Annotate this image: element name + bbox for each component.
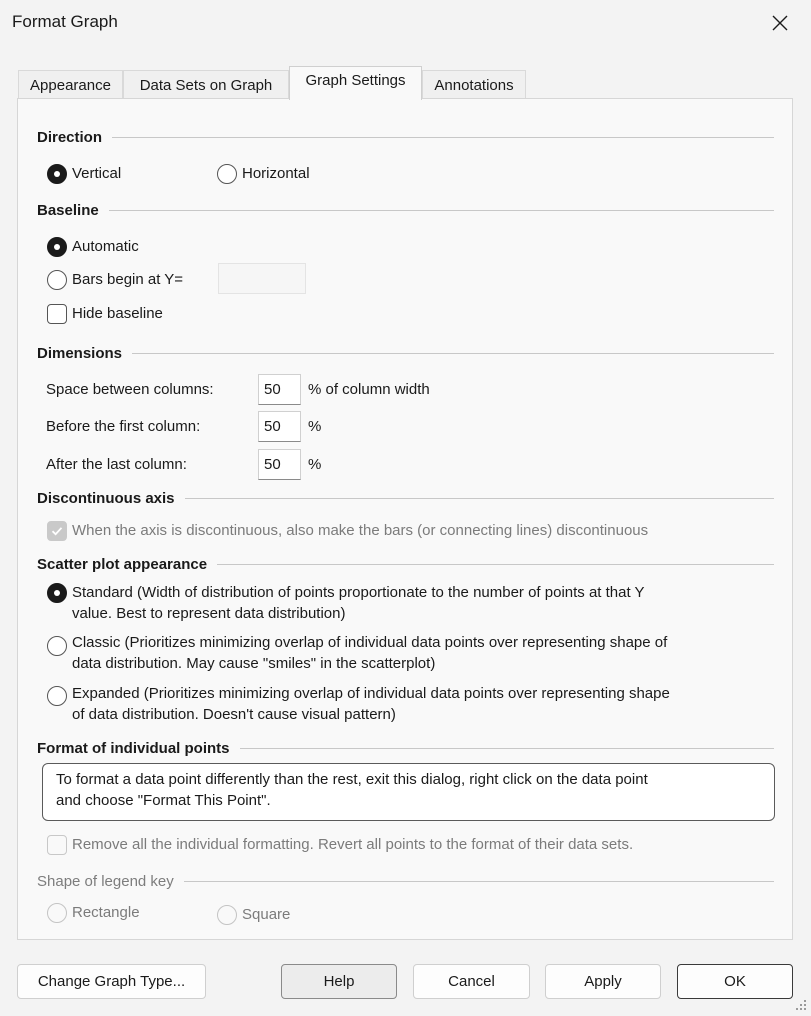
classic-label [72,632,667,674]
square-label: Square [242,906,291,923]
discontinuous-checkbox[interactable] [47,521,67,541]
direction-section [37,127,774,147]
checkmark-icon [50,524,64,538]
before-first-unit: % [308,418,322,435]
discontinuous-section [37,488,774,508]
remove-formatting-checkbox[interactable] [47,835,67,855]
dimensions-section [37,343,774,363]
dimensions-header: Dimensions [37,344,123,362]
divider [112,137,774,138]
individual-info-line1: To format a data point differently than the rest, exit this dialog, right click on the data point [56,771,648,788]
expanded-label-line1: Expanded (Prioritizes minimizing overlap of individual data points over representing shape [72,685,670,702]
before-first-input[interactable]: 50 [258,411,301,442]
tab-data-sets-on-graph[interactable]: Data Sets on Graph [123,70,289,99]
cancel-button[interactable]: Cancel [413,964,530,999]
standard-label-line2: value. Best to represent data distribution) [72,605,346,622]
bars-begin-input[interactable] [218,263,306,294]
vertical-label: Vertical [72,165,122,182]
hide-baseline-label: Hide baseline [72,305,163,322]
bars-begin-label: Bars begin at Y= [72,271,184,288]
individual-section [37,738,774,758]
title-bar [0,0,811,46]
square-radio[interactable] [217,905,237,925]
vertical-radio[interactable] [47,164,67,184]
horizontal-radio[interactable] [217,164,237,184]
divider [132,353,774,354]
divider [109,210,774,211]
legend-header: Shape of legend key [37,872,174,890]
automatic-radio[interactable] [47,237,67,257]
help-button[interactable]: Help [281,964,397,999]
individual-header: Format of individual points [37,739,230,757]
expanded-label-line2: of data distribution. Doesn't cause visual pattern) [72,706,396,723]
discontinuous-header: Discontinuous axis [37,489,175,507]
horizontal-label: Horizontal [242,165,310,182]
remove-formatting-label: Remove all the individual formatting. Revert all points to the format of their data sets. [72,836,634,853]
individual-info-box [42,763,775,821]
expanded-radio[interactable] [47,686,67,706]
standard-label-line1: Standard (Width of distribution of points proportionate to the number of points at that Y [72,584,645,601]
space-between-unit: % of column width [308,381,430,398]
baseline-section [37,200,774,220]
rectangle-radio[interactable] [47,903,67,923]
space-between-label: Space between columns: [46,381,214,398]
close-button[interactable] [749,0,811,46]
tab-appearance[interactable]: Appearance [18,70,123,99]
before-first-label: Before the first column: [46,418,201,435]
space-between-input[interactable]: 50 [258,374,301,405]
after-last-label: After the last column: [46,456,187,473]
scatter-header: Scatter plot appearance [37,555,208,573]
classic-radio[interactable] [47,636,67,656]
classic-label-line2: data distribution. May cause "smiles" in the scatterplot) [72,655,436,672]
apply-button[interactable]: Apply [545,964,661,999]
ok-button[interactable]: OK [677,964,793,999]
rectangle-label: Rectangle [72,904,140,921]
change-graph-type-button[interactable]: Change Graph Type... [17,964,206,999]
discontinuous-label: When the axis is discontinuous, also make the bars (or connecting lines) discontinuous [72,522,649,539]
scatter-section [37,554,774,574]
tab-annotations[interactable]: Annotations [422,70,526,99]
resize-grip-icon[interactable] [792,997,808,1013]
after-last-input[interactable]: 50 [258,449,301,480]
legend-section [37,871,774,891]
close-icon [771,14,789,32]
tab-graph-settings[interactable]: Graph Settings [289,66,422,100]
after-last-unit: % [308,456,322,473]
direction-header: Direction [37,128,103,146]
divider [184,881,774,882]
window-title: Format Graph [12,12,118,31]
expanded-label [72,683,670,725]
baseline-header: Baseline [37,201,99,219]
classic-label-line1: Classic (Prioritizes minimizing overlap of individual data points over representing shape of [72,634,668,651]
graph-settings-panel [17,98,793,940]
divider [217,564,774,565]
divider [240,748,775,749]
hide-baseline-checkbox[interactable] [47,304,67,324]
bars-begin-radio[interactable] [47,270,67,290]
divider [185,498,774,499]
automatic-label: Automatic [72,238,139,255]
standard-label [72,582,645,624]
standard-radio[interactable] [47,583,67,603]
individual-info-line2: and choose "Format This Point". [56,792,271,809]
